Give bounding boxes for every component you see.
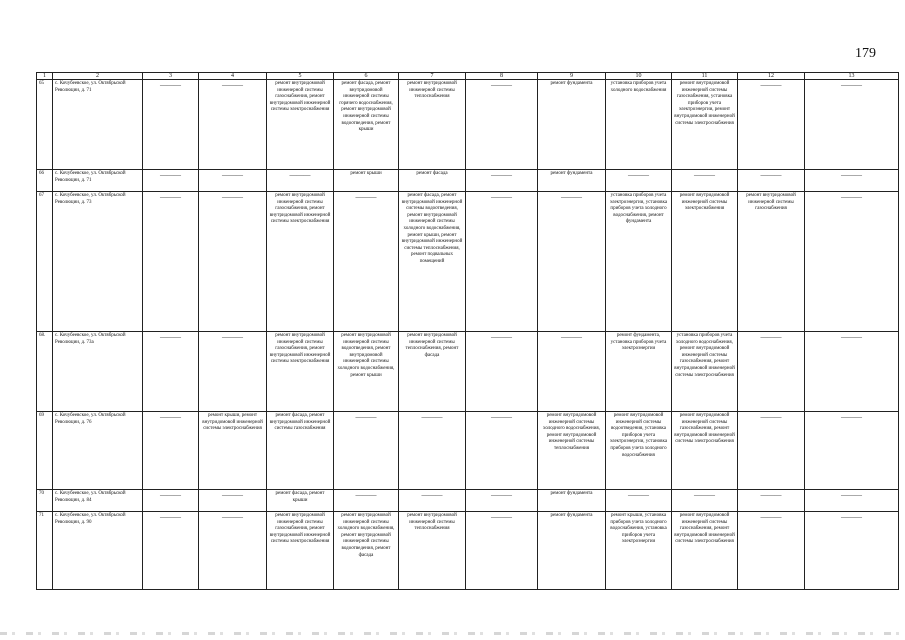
work-cell	[466, 192, 538, 332]
work-cell	[267, 192, 334, 332]
work-description: ремонт внутридомовой инженерной системы теплоснабжения, ремонт фасада	[405, 333, 459, 358]
table-row	[37, 332, 899, 412]
address-cell: с. Кочубеевское, ул. Октябрьской Революции, д. 84	[53, 490, 143, 512]
empty-dash: ———	[841, 413, 862, 421]
work-cell	[606, 512, 672, 590]
work-cell	[199, 332, 267, 412]
table-row	[37, 412, 899, 490]
work-cell	[738, 192, 805, 332]
empty-dash: ———	[160, 81, 181, 89]
column-header-9: 9	[538, 73, 606, 80]
work-cell	[334, 490, 399, 512]
column-header-10: 10	[606, 73, 672, 80]
work-description: ремонт внутридомовой инженерной системы теплоснабжения	[407, 513, 457, 532]
work-description: ремонт внутридомовой инженерной системы газоснабжения, ремонт внутридомовой инженерной системы электроснабжения	[269, 193, 331, 225]
empty-dash: ———	[160, 513, 181, 521]
row-number: 69	[37, 412, 53, 490]
row-number: 71	[37, 512, 53, 590]
empty-dash: ———	[222, 171, 243, 179]
work-cell	[672, 490, 738, 512]
work-cell	[672, 192, 738, 332]
table-row	[37, 80, 899, 170]
work-description: ремонт внутридомовой инженерной системы электроснабжения	[679, 193, 730, 212]
work-description: ремонт фасада, ремонт внутридомовой инженерной системы горячего водоснабжения, ремонт внутридомовой инженерной системы водоотведения, ремонт крыши	[339, 81, 393, 133]
work-cell	[466, 490, 538, 512]
empty-dash: ———	[491, 333, 512, 341]
empty-dash: ———	[160, 193, 181, 201]
work-description: ремонт крыши, ремонт внутридомовой инженерной системы электроснабжения	[202, 413, 263, 432]
work-description: ремонт внутридомовой инженерной системы газоснабжения, ремонт внутридомовой инженерной системы электроснабжения	[269, 513, 331, 545]
work-description: ремонт внутридомовой инженерной системы газоснабжения, установка приборов учета электроэнергии, ремонт внутридомовой инженерной системы электроснабжения	[674, 81, 735, 126]
table-row	[37, 490, 899, 512]
work-cell	[805, 170, 899, 192]
empty-dash: ———	[355, 193, 377, 201]
work-cell	[805, 192, 899, 332]
work-cell	[805, 412, 899, 490]
work-cell	[606, 192, 672, 332]
empty-dash: ———	[160, 171, 181, 179]
column-header-8: 8	[466, 73, 538, 80]
address-cell: с. Кочубеевское, ул. Октябрьской Революции, д. 73	[53, 192, 143, 332]
work-description: ремонт фасада, ремонт крыши	[275, 491, 325, 503]
row-number: 70	[37, 490, 53, 512]
work-cell	[143, 192, 199, 332]
repair-schedule-table	[36, 72, 899, 590]
work-cell	[143, 332, 199, 412]
work-cell	[738, 80, 805, 170]
empty-dash: ———	[841, 333, 862, 341]
empty-dash: ———	[760, 513, 782, 521]
work-description: ремонт внутридомовой инженерной системы холодного водоснабжения, ремонт внутридомовой инженерной системы теплоснабжения	[543, 413, 600, 451]
work-description: ремонт фундамента	[550, 81, 593, 86]
work-cell	[538, 332, 606, 412]
work-cell	[606, 170, 672, 192]
empty-dash: ———	[222, 81, 243, 89]
work-description: ремонт внутридомовой инженерной системы газоснабжения	[746, 193, 796, 212]
empty-dash: ———	[841, 513, 862, 521]
empty-dash: ———	[355, 413, 377, 421]
column-header-3: 3	[143, 73, 199, 80]
empty-dash: ———	[760, 333, 782, 341]
work-cell	[199, 170, 267, 192]
work-description: ремонт внутридомовой инженерной системы газоснабжения, ремонт внутридомовой инженерной системы электроснабжения	[674, 513, 735, 545]
work-description: ремонт внутридомовой инженерной системы водоотведения, ремонт внутридомовой инженерной системы холодного водоснабжения, ремонт крыши	[337, 333, 395, 378]
empty-dash: ———	[355, 491, 377, 499]
work-cell	[199, 192, 267, 332]
work-cell	[143, 80, 199, 170]
empty-dash: ———	[760, 171, 782, 179]
empty-dash: ———	[491, 513, 512, 521]
work-description: ремонт фасада	[416, 171, 448, 176]
work-description: установка приборов учета холодного водоснабжения, ремонт внутридомовой инженерной системы газоснабжения, ремонт внутридомовой инженерной системы электроснабжения	[674, 333, 735, 378]
work-cell	[143, 512, 199, 590]
empty-dash: ———	[760, 491, 782, 499]
column-header-6: 6	[334, 73, 399, 80]
work-cell	[538, 170, 606, 192]
empty-dash: ———	[694, 171, 715, 179]
column-header-2: 2	[53, 73, 143, 80]
work-cell	[466, 512, 538, 590]
table-row	[37, 512, 899, 590]
work-cell	[606, 332, 672, 412]
work-description: ремонт фундамента	[550, 513, 593, 518]
work-description: ремонт фундамента, установка приборов учета электроэнергии	[610, 333, 667, 352]
work-cell	[334, 412, 399, 490]
address-cell: с. Кочубеевское, ул. Октябрьской Революции, д. 90	[53, 512, 143, 590]
work-cell	[738, 332, 805, 412]
empty-dash: ———	[222, 333, 243, 341]
scan-edge-noise	[0, 632, 905, 635]
work-cell	[538, 512, 606, 590]
column-header-12: 12	[738, 73, 805, 80]
empty-dash: ———	[561, 333, 582, 341]
column-header-13: 13	[805, 73, 899, 80]
empty-dash: ———	[289, 171, 311, 179]
table-row	[37, 192, 899, 332]
work-cell	[466, 170, 538, 192]
column-header-11: 11	[672, 73, 738, 80]
work-cell	[399, 490, 466, 512]
work-cell	[672, 412, 738, 490]
work-cell	[805, 80, 899, 170]
work-cell	[606, 490, 672, 512]
work-cell	[399, 170, 466, 192]
work-cell	[738, 170, 805, 192]
work-description: ремонт крыши, установка приборов учета холодного водоснабжения, установка приборов учета электроэнергии	[610, 513, 667, 545]
work-cell	[199, 490, 267, 512]
work-cell	[606, 412, 672, 490]
work-cell	[399, 332, 466, 412]
work-cell	[805, 512, 899, 590]
work-description: установка приборов учета электроэнергии, установка приборов учета холодного водоснабжения, ремонт фундамента	[609, 193, 668, 225]
empty-dash: ———	[160, 413, 181, 421]
work-cell	[267, 332, 334, 412]
work-cell	[399, 80, 466, 170]
column-header-7: 7	[399, 73, 466, 80]
row-number: 65	[37, 80, 53, 170]
work-cell	[738, 490, 805, 512]
empty-dash: ———	[841, 81, 862, 89]
work-description: установка приборов учета холодного водоснабжения	[610, 81, 667, 93]
empty-dash: ———	[628, 491, 649, 499]
work-cell	[538, 192, 606, 332]
work-cell	[738, 412, 805, 490]
work-description: ремонт внутридомовой инженерной системы холодного водоснабжения, ремонт внутридомовой инженерной системы водоотведения, ремонт фасада	[337, 513, 395, 558]
work-cell	[672, 332, 738, 412]
empty-dash: ———	[841, 491, 862, 499]
work-description: ремонт фасада, ремонт внутридомовой инженерной системы газоснабжения	[269, 413, 331, 432]
work-cell	[267, 80, 334, 170]
work-cell	[399, 512, 466, 590]
work-description: ремонт фасада, ремонт внутридомовой инженерной системы водоотведения, ремонт внутридомовой инженерной системы холодного водоснабжения, ремонт крыши, ремонт внутридомовой инженерной системы теплоснабжения, ремонт подвальных помещений	[401, 193, 463, 264]
column-header-1: 1	[37, 73, 53, 80]
work-cell	[466, 332, 538, 412]
column-number-row	[37, 73, 899, 80]
work-cell	[334, 80, 399, 170]
work-cell	[466, 412, 538, 490]
work-description: ремонт внутридомовой инженерной системы газоснабжения, ремонт внутридомовой инженерной системы электроснабжения	[269, 333, 331, 365]
row-number: 68.	[37, 332, 53, 412]
work-cell	[267, 412, 334, 490]
work-cell	[199, 80, 267, 170]
work-cell	[334, 332, 399, 412]
work-description: ремонт внутридомовой инженерной системы газоснабжения, ремонт внутридомовой инженерной системы электроснабжения	[269, 81, 331, 113]
work-cell	[672, 170, 738, 192]
work-cell	[267, 490, 334, 512]
work-cell	[672, 512, 738, 590]
work-cell	[399, 192, 466, 332]
work-cell	[334, 170, 399, 192]
address-cell: с. Кочубеевское, ул. Октябрьской Революции, д. 73а	[53, 332, 143, 412]
empty-dash: ———	[222, 193, 243, 201]
address-cell: с. Кочубеевское, ул. Октябрьской Революции, д. 71	[53, 80, 143, 170]
empty-dash: ———	[222, 491, 243, 499]
empty-dash: ———	[760, 413, 782, 421]
work-cell	[538, 412, 606, 490]
empty-dash: ———	[491, 81, 512, 89]
empty-dash: ———	[491, 413, 512, 421]
empty-dash: ———	[841, 171, 862, 179]
work-cell	[143, 490, 199, 512]
empty-dash: ———	[491, 491, 512, 499]
work-cell	[672, 80, 738, 170]
empty-dash: ———	[491, 171, 512, 179]
work-cell	[199, 512, 267, 590]
table-row	[37, 170, 899, 192]
empty-dash: ———	[160, 491, 181, 499]
empty-dash: ———	[491, 193, 512, 201]
work-cell	[334, 512, 399, 590]
empty-dash: ———	[628, 171, 649, 179]
work-description: ремонт внутридомовой инженерной системы теплоснабжения	[407, 81, 457, 100]
work-cell	[738, 512, 805, 590]
empty-dash: ———	[841, 193, 862, 201]
work-cell	[805, 332, 899, 412]
work-description: ремонт фундамента	[550, 491, 593, 496]
empty-dash: ———	[421, 413, 443, 421]
work-description: ремонт внутридомовой инженерной системы водоотведения, установка приборов учета электроэнергии, установка приборов учета холодного водоснабжения	[609, 413, 668, 458]
work-cell	[267, 170, 334, 192]
row-number: 66	[37, 170, 53, 192]
empty-dash: ———	[421, 491, 443, 499]
work-cell	[334, 192, 399, 332]
work-cell	[606, 80, 672, 170]
work-description: ремонт фундамента	[550, 171, 593, 176]
page-number: 179	[855, 46, 876, 61]
column-header-5: 5	[267, 73, 334, 80]
empty-dash: ———	[222, 513, 243, 521]
work-cell	[199, 412, 267, 490]
work-cell	[805, 490, 899, 512]
work-cell	[538, 80, 606, 170]
work-cell	[143, 170, 199, 192]
work-description: ремонт крыши	[350, 171, 382, 176]
work-cell	[267, 512, 334, 590]
work-cell	[466, 80, 538, 170]
address-cell: с. Кочубеевское, ул. Октябрьской Революции, д. 71	[53, 170, 143, 192]
empty-dash: ———	[760, 81, 782, 89]
work-cell	[143, 412, 199, 490]
row-number: 67	[37, 192, 53, 332]
address-cell: с. Кочубеевское, ул. Октябрьской Революции, д. 76	[53, 412, 143, 490]
work-cell	[538, 490, 606, 512]
work-description: ремонт внутридомовой инженерной системы газоснабжения, ремонт внутридомовой инженерной системы электроснабжения	[674, 413, 735, 445]
column-header-4: 4	[199, 73, 267, 80]
work-cell	[399, 412, 466, 490]
empty-dash: ———	[561, 193, 582, 201]
empty-dash: ———	[694, 491, 715, 499]
empty-dash: ———	[160, 333, 181, 341]
